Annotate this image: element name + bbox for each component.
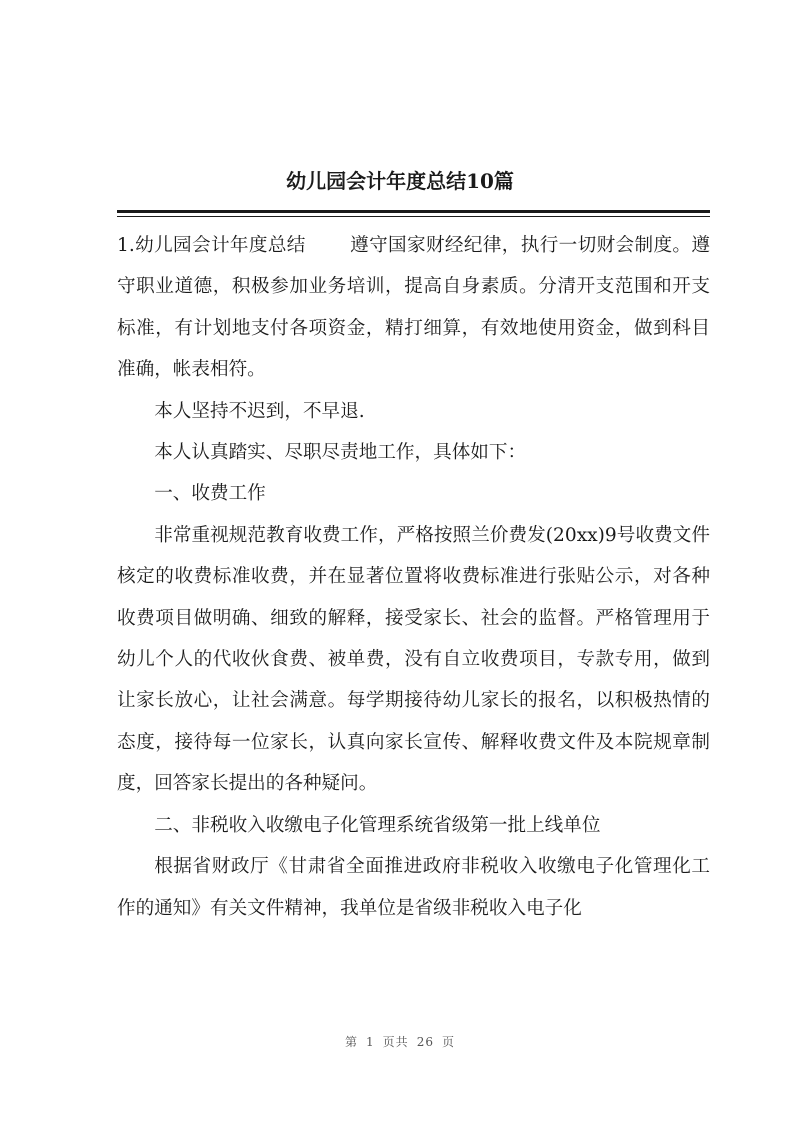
page-footer: [0, 1033, 800, 1050]
title-divider-thick: [117, 210, 710, 213]
paragraph: 非常重视规范教育收费工作，严格按照兰价费发(20xx)9号收费文件核定的收费标准收费，并在显著位置将收费标准进行张贴公示，对各种收费项目做明确、细致的解释，接受家长、社会的监督。严格管理用于幼儿个人的代收伙食费、被单费，没有自立收费项目，专款专用，做到让家长放心，让社会满意。每学期接待幼儿家长的报名，以积极热情的态度，接待每一位家长，认真向家长宣传、解释收费文件及本院规章制度，回答家长提出的各种疑问。: [117, 524, 710, 795]
title-divider-thin: [117, 216, 710, 217]
total-pages: 26: [416, 1035, 434, 1049]
paragraph: 本人认真踏实、尽职尽责地工作，具体如下：: [154, 442, 527, 464]
paragraph: 根据省财政厅《甘肃省全面推进政府非税收入收缴电子化管理化工作的通知》有关文件精神，我单位是省级非税收入电子化: [117, 856, 710, 919]
subheading: 二、非税收入收缴电子化管理系统省级第一批上线单位: [154, 814, 601, 836]
page-number: 1: [366, 1035, 375, 1049]
document-title: 幼儿园会计年度总结10篇: [286, 169, 514, 193]
paragraph-first: [117, 225, 710, 391]
paragraph-text: 遵守国家财经纪律，执行一切财会制度。遵守职业道德，积极参加业务培训，提高自身素质。分清开支范围和开支标准，有计划地支付各项资金，精打细算，有效地使用资金，做到科目准确，帐表相符。: [117, 235, 710, 381]
footer-prefix: 第: [345, 1035, 359, 1049]
subheading: 一、收费工作: [154, 483, 266, 505]
footer-suffix: 页: [441, 1035, 455, 1049]
section-heading: 1.幼儿园会计年度总结: [117, 235, 306, 256]
paragraph: 本人坚持不迟到，不早退.: [154, 400, 365, 422]
document-body: [117, 225, 710, 929]
footer-middle: 页共: [382, 1035, 409, 1049]
